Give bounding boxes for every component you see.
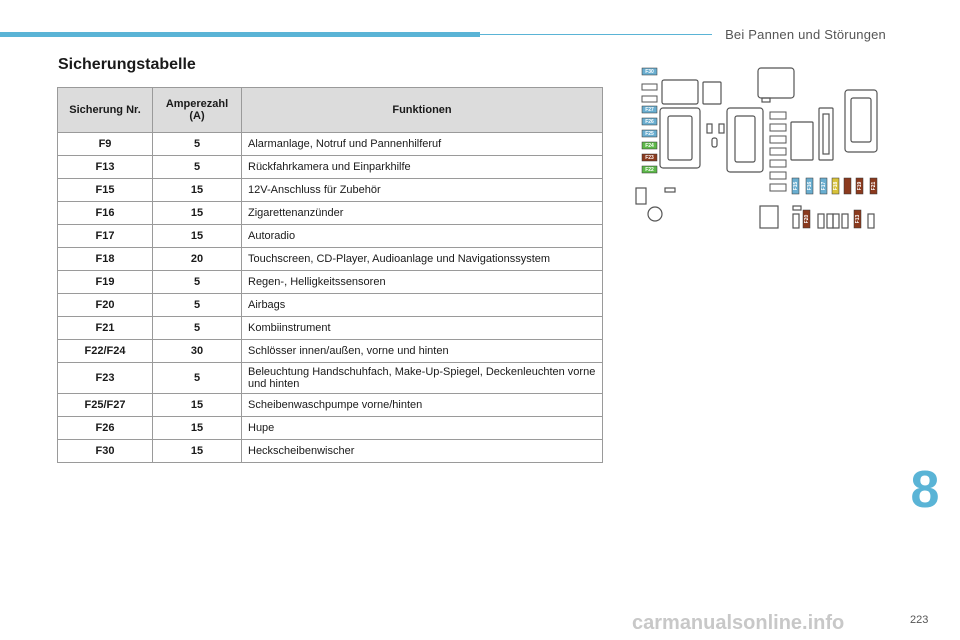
fuse-f24 bbox=[642, 142, 657, 149]
watermark-text: carmanualsonline.info bbox=[632, 612, 845, 634]
fuse-slot-brown bbox=[844, 178, 851, 194]
svg-text:F23: F23 bbox=[645, 155, 654, 161]
amps-cell: 15 bbox=[153, 394, 242, 417]
table-row bbox=[58, 202, 603, 225]
svg-text:F18: F18 bbox=[832, 181, 839, 191]
table-row bbox=[58, 225, 603, 248]
table-header-row bbox=[58, 88, 603, 133]
function-cell: Scheibenwaschpumpe vorne/hinten bbox=[242, 394, 603, 417]
fuse-f18 bbox=[832, 178, 839, 194]
function-cell: Alarmanlage, Notruf und Pannenhilferuf bbox=[242, 133, 603, 156]
fuse-cell: F20 bbox=[58, 294, 153, 317]
amps-cell: 15 bbox=[153, 417, 242, 440]
relay-slot bbox=[770, 184, 786, 191]
svg-text:F26: F26 bbox=[645, 119, 654, 125]
svg-text:F13: F13 bbox=[854, 214, 861, 224]
table-body bbox=[58, 133, 603, 463]
fuse-f30 bbox=[642, 68, 657, 75]
fuse-f27 bbox=[642, 106, 657, 113]
fuse-f26 bbox=[642, 118, 657, 125]
page-number: 223 bbox=[910, 614, 929, 626]
amps-cell: 15 bbox=[153, 225, 242, 248]
svg-text:F17: F17 bbox=[820, 181, 827, 191]
table-row bbox=[58, 156, 603, 179]
table-row bbox=[58, 271, 603, 294]
function-cell: Schlösser innen/außen, vorne und hinten bbox=[242, 340, 603, 363]
bottom-fuses bbox=[803, 210, 861, 228]
chapter-title: Bei Pannen und Störungen bbox=[725, 27, 886, 42]
svg-text:F30: F30 bbox=[645, 69, 654, 75]
amps-cell: 15 bbox=[153, 179, 242, 202]
function-cell: Kombiinstrument bbox=[242, 317, 603, 340]
section-title: Sicherungstabelle bbox=[58, 56, 196, 73]
fuse-slot-empty bbox=[642, 84, 657, 90]
header-amps: Amperezahl (A) bbox=[153, 88, 242, 133]
table-row bbox=[58, 340, 603, 363]
table-row bbox=[58, 394, 603, 417]
amps-cell: 15 bbox=[153, 202, 242, 225]
fuse-table bbox=[57, 87, 603, 463]
relay-slot bbox=[770, 160, 786, 167]
fuse-f25 bbox=[642, 130, 657, 137]
fuse-f20 bbox=[803, 210, 810, 228]
header-functions: Funktionen bbox=[242, 88, 603, 133]
table-row bbox=[58, 248, 603, 271]
fuse-box-outlines bbox=[636, 68, 877, 228]
amps-cell: 5 bbox=[153, 156, 242, 179]
function-cell: Airbags bbox=[242, 294, 603, 317]
svg-text:F19: F19 bbox=[856, 181, 863, 191]
amps-cell: 5 bbox=[153, 271, 242, 294]
relay-slot bbox=[770, 124, 786, 131]
fuse-cell: F30 bbox=[58, 440, 153, 463]
function-cell: Regen-, Helligkeitssensoren bbox=[242, 271, 603, 294]
fuse-cell: F21 bbox=[58, 317, 153, 340]
fuse-slot-empty bbox=[642, 96, 657, 102]
relay-slot bbox=[770, 148, 786, 155]
fuse-f19 bbox=[856, 178, 863, 194]
fuse-f16 bbox=[806, 178, 813, 194]
fuse-cell: F25/F27 bbox=[58, 394, 153, 417]
fuse-cell: F17 bbox=[58, 225, 153, 248]
table-row bbox=[58, 417, 603, 440]
left-fuse-column bbox=[642, 68, 657, 173]
chapter-accent-line bbox=[480, 34, 712, 35]
svg-text:F25: F25 bbox=[645, 131, 654, 137]
fuse-f17 bbox=[820, 178, 827, 194]
function-cell: Heckscheibenwischer bbox=[242, 440, 603, 463]
fuse-cell: F15 bbox=[58, 179, 153, 202]
amps-cell: 5 bbox=[153, 317, 242, 340]
fuse-f22 bbox=[642, 166, 657, 173]
chapter-accent-bar bbox=[0, 32, 480, 37]
table-row bbox=[58, 133, 603, 156]
svg-text:F22: F22 bbox=[645, 167, 654, 173]
table-row bbox=[58, 440, 603, 463]
relay-slot bbox=[770, 172, 786, 179]
table-row bbox=[58, 179, 603, 202]
svg-text:F24: F24 bbox=[645, 143, 654, 149]
function-cell: Beleuchtung Handschuhfach, Make-Up-Spiegel, Deckenleuchten vorne und hinten bbox=[242, 363, 603, 394]
fuse-f15 bbox=[792, 178, 799, 194]
amps-cell: 20 bbox=[153, 248, 242, 271]
table-row bbox=[58, 363, 603, 394]
amps-cell: 5 bbox=[153, 294, 242, 317]
fuse-f21 bbox=[870, 178, 877, 194]
table-row bbox=[58, 317, 603, 340]
fuse-f23 bbox=[642, 154, 657, 161]
fuse-cell: F16 bbox=[58, 202, 153, 225]
fuse-box-diagram bbox=[630, 60, 890, 240]
relay-slot bbox=[770, 136, 786, 143]
svg-text:F20: F20 bbox=[803, 214, 810, 224]
relay-slot bbox=[770, 112, 786, 119]
function-cell: Rückfahrkamera und Einparkhilfe bbox=[242, 156, 603, 179]
fuse-cell: F18 bbox=[58, 248, 153, 271]
fuse-cell: F22/F24 bbox=[58, 340, 153, 363]
fuse-cell: F23 bbox=[58, 363, 153, 394]
svg-text:F16: F16 bbox=[806, 181, 813, 191]
table-row bbox=[58, 294, 603, 317]
function-cell: Autoradio bbox=[242, 225, 603, 248]
fuse-f13 bbox=[854, 210, 861, 228]
fuse-cell: F26 bbox=[58, 417, 153, 440]
amps-cell: 30 bbox=[153, 340, 242, 363]
svg-text:F21: F21 bbox=[870, 181, 877, 191]
amps-cell: 5 bbox=[153, 133, 242, 156]
fuse-cell: F13 bbox=[58, 156, 153, 179]
fuse-cell: F19 bbox=[58, 271, 153, 294]
svg-text:F15: F15 bbox=[792, 181, 799, 191]
chapter-number: 8 bbox=[910, 461, 940, 519]
amps-cell: 5 bbox=[153, 363, 242, 394]
header-fuse: Sicherung Nr. bbox=[58, 88, 153, 133]
svg-text:F27: F27 bbox=[645, 107, 654, 113]
function-cell: 12V-Anschluss für Zubehör bbox=[242, 179, 603, 202]
function-cell: Touchscreen, CD-Player, Audioanlage und Navigationssystem bbox=[242, 248, 603, 271]
function-cell: Zigarettenanzünder bbox=[242, 202, 603, 225]
function-cell: Hupe bbox=[242, 417, 603, 440]
amps-cell: 15 bbox=[153, 440, 242, 463]
fuse-cell: F9 bbox=[58, 133, 153, 156]
right-fuse-row bbox=[792, 178, 877, 194]
relay-column bbox=[770, 112, 786, 191]
